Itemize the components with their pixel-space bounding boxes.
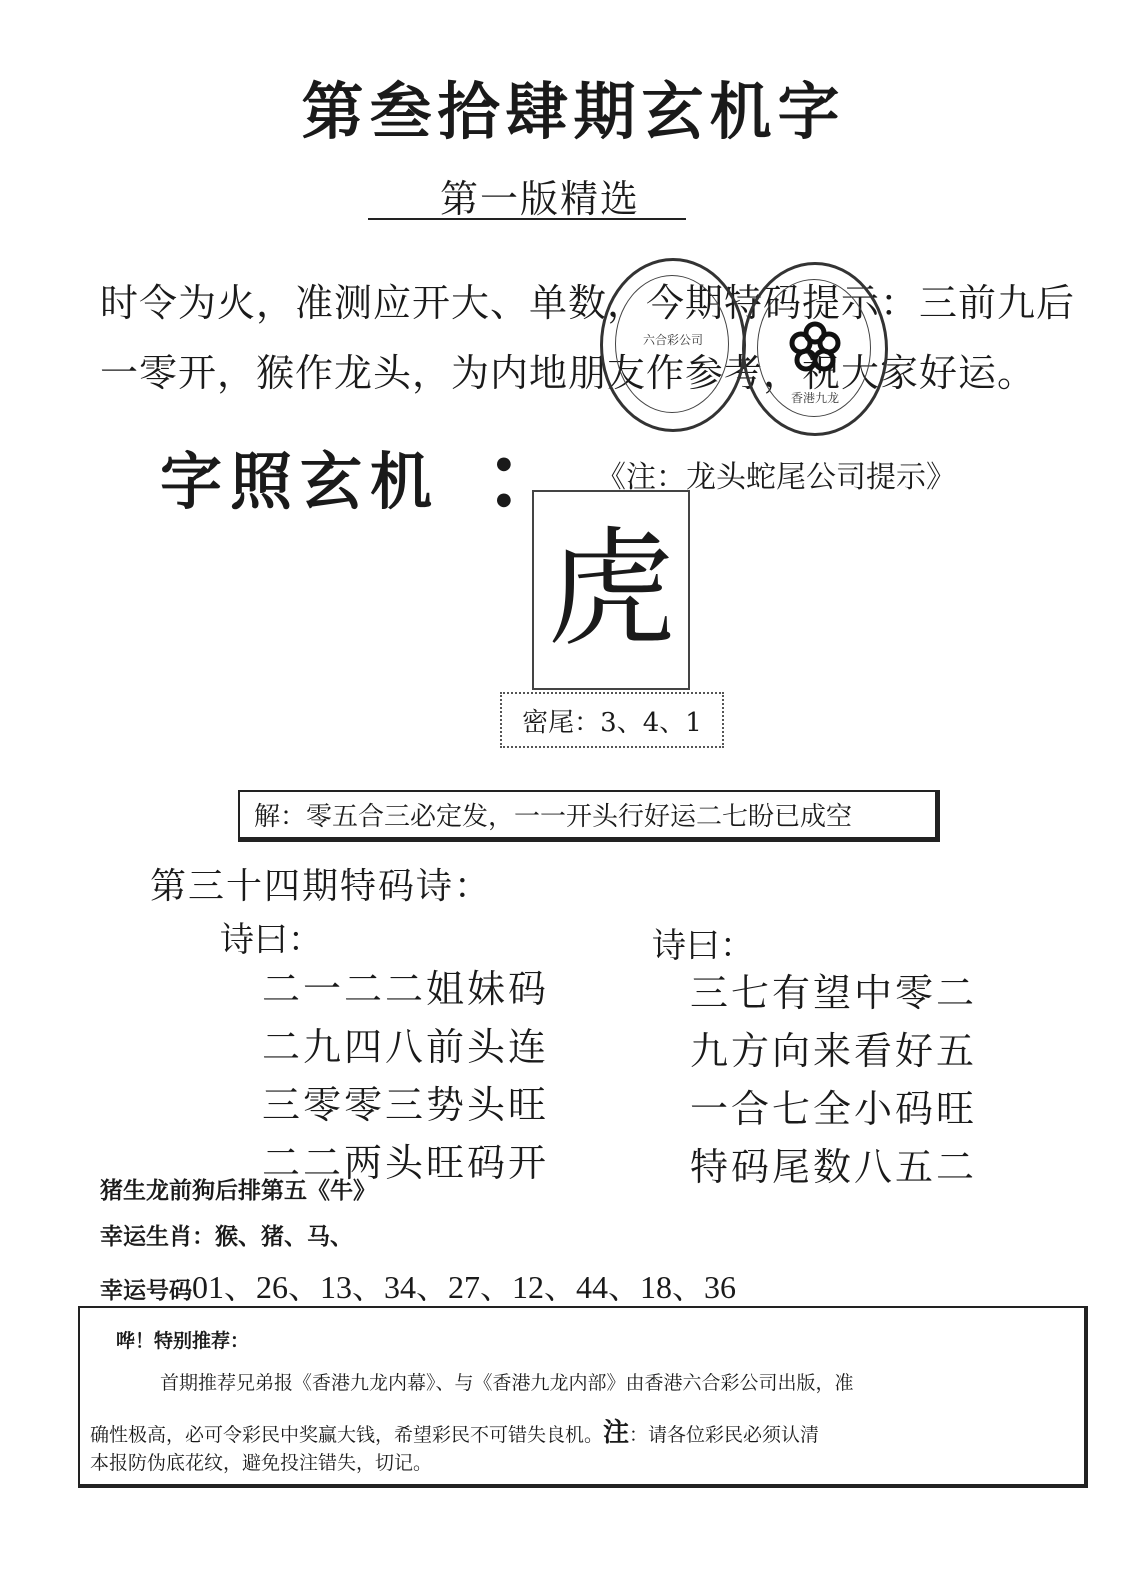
riddle-heading-colon: ● ● (496, 453, 512, 510)
seal-stamp-left (600, 258, 746, 432)
recommendation-line-2a: 确性极高，必可令彩民中奖赢大钱，希望彩民不可错失良机。 (90, 1424, 604, 1446)
explanation-box (238, 790, 940, 842)
poem-line: 特码尾数八五二 (690, 1145, 978, 1189)
zodiac-hint: 猪生龙前狗后排第五《牛》 (100, 1178, 376, 1204)
recommendation-line-2b: ：请各位彩民必须认清 (629, 1424, 820, 1446)
secret-tail-box (500, 692, 724, 748)
recommendation-line-2 (90, 1412, 819, 1449)
seal-left-text: 六合彩公司 (643, 333, 704, 347)
poem-right-column (690, 964, 977, 1196)
riddle-note: 《注：龙头蛇尾公司提示》 (596, 460, 956, 495)
explanation-text: 解：零五合三必定发，一一开头行好运二七盼已成空 (254, 802, 853, 832)
riddle-character: 虎 (546, 515, 675, 664)
poem-line: 三七有望中零二 (690, 971, 978, 1015)
edition-subtitle: 第一版精选 (440, 177, 641, 221)
recommendation-box (78, 1306, 1088, 1488)
seal-right-text: 香港九龙 (791, 391, 840, 405)
poem-left-column (262, 960, 549, 1192)
subtitle-underline (368, 218, 686, 220)
recommendation-line-3: 本报防伪底花纹，避免投注错失，切记。 (90, 1452, 433, 1474)
poem-right-label: 诗曰： (652, 926, 754, 966)
poem-title: 第三十四期特码诗： (150, 866, 493, 907)
intro-paragraph: 时令为火，准测应开大、单数，今期特码提示：三前九后一零开，猴作龙头，为内地朋友作参考，祝大家好运。 (100, 281, 1076, 395)
lucky-numbers: 01、26、13、34、27、12、44、18、36 (192, 1269, 737, 1305)
page-title: 第叁拾肆期玄机字 (301, 75, 846, 148)
lucky-numbers-row (100, 1262, 736, 1308)
poem-line: 一合七全小码旺 (690, 1087, 978, 1131)
secret-tail-text: 密尾：3、4、1 (522, 707, 702, 738)
lucky-numbers-label: 幸运号码 (100, 1278, 192, 1304)
seal-stamp-right (742, 262, 888, 436)
poem-line: 九方向来看好五 (690, 1029, 978, 1073)
poem-line: 二二两头旺码开 (262, 1141, 550, 1185)
recommendation-note-label: 注 (603, 1418, 630, 1448)
riddle-heading: 字照玄机 (160, 445, 441, 518)
poem-line: 二一二二姐妹码 (262, 967, 550, 1011)
poem-left-label: 诗曰： (220, 920, 322, 960)
lucky-zodiac: 幸运生肖：猴、猪、马、 (100, 1224, 353, 1250)
riddle-character-box (532, 490, 690, 690)
recommendation-heading: 哗！特别推荐： (116, 1330, 250, 1352)
poem-line: 二九四八前头连 (262, 1025, 550, 1069)
poem-line: 三零零三势头旺 (262, 1083, 550, 1127)
flower-emblem-icon (785, 317, 845, 377)
recommendation-line-1: 首期推荐兄弟报《香港九龙内幕》、与《香港九龙内部》由香港六合彩公司出版，准 (160, 1372, 854, 1394)
